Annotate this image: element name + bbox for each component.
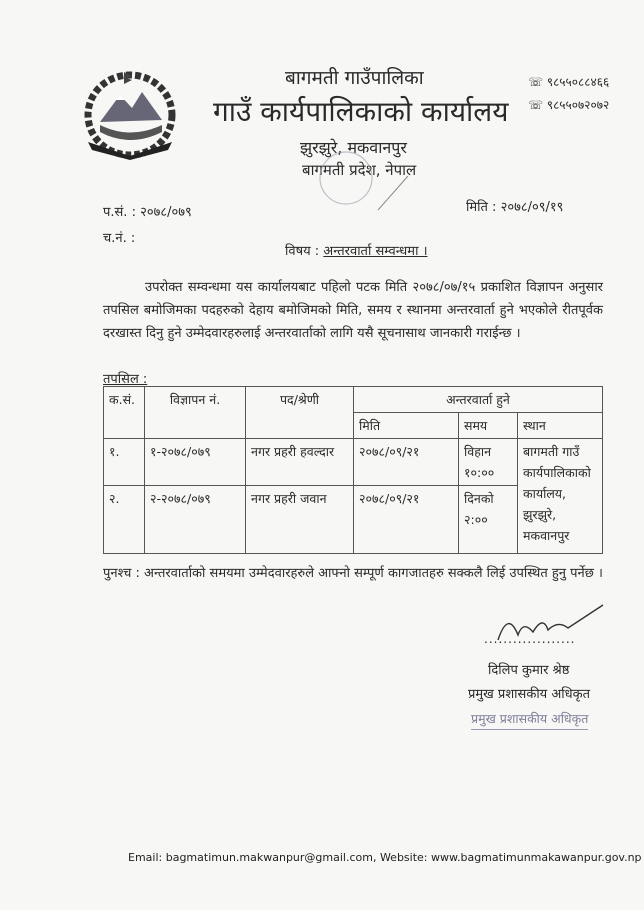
header-interview: अन्तरवार्ता हुने xyxy=(354,387,603,413)
table-row: २. २-२०७८/०७९ नगर प्रहरी जवान २०७८/०९/२१ दिनको २:०० xyxy=(104,486,603,554)
header-date: मिति xyxy=(354,413,459,439)
nepal-emblem-logo xyxy=(80,70,180,160)
telephone-icon: ☏ xyxy=(528,98,547,112)
reference-number: प.सं. : २०७८/०७९ xyxy=(103,205,192,220)
header-adv: विज्ञापन नं. xyxy=(145,387,246,439)
signature-line: ................... xyxy=(484,632,576,646)
signatory-name: दिलिप कुमार श्रेष्ठ xyxy=(488,663,570,678)
postscript-note: पुनश्च : अन्तरवार्ताको समयमा उम्मेदवारहरुले आफ्नो सम्पूर्ण कागजातहरु सक्कलै लिई उपस्थित हुनु पर्नेछ । xyxy=(103,566,603,581)
telephone-icon: ☏ xyxy=(528,75,547,89)
schedule-label: तपसिल : xyxy=(103,372,148,387)
municipality-name: बागमती गाउँपालिका xyxy=(285,67,424,89)
office-address: झुरझुरे, मकवानपुर xyxy=(300,138,407,157)
dispatch-number: च.नं. : xyxy=(103,231,136,246)
header-time: समय xyxy=(459,413,518,439)
office-province: बागमती प्रदेश, नेपाल xyxy=(302,161,417,179)
header-place: स्थान xyxy=(518,413,603,439)
phone-number-1: ☏ ९८५५०८८४६६ xyxy=(528,75,610,89)
subject: विषय : अन्तरवार्ता सम्वन्धमा । xyxy=(285,244,428,259)
subject-text: अन्तरवार्ता सम्वन्धमा । xyxy=(323,244,428,259)
designation-stamp: प्रमुख प्रशासकीय अधिकृत xyxy=(471,710,588,730)
phone-number-2: ☏ ९८५५०७२०७२ xyxy=(528,98,610,112)
footer-contact: Email: bagmatimun.makwanpur@gmail.com, Website: www.bagmatimunmakawanpur.gov.np xyxy=(128,851,642,864)
letter-date: मिति : २०७८/०९/१९ xyxy=(466,200,564,215)
header-sn: क.सं. xyxy=(104,387,145,439)
office-name: गाउँ कार्यपालिकाको कार्यालय xyxy=(213,95,509,128)
interview-schedule-table xyxy=(103,386,603,554)
interview-place: बागमती गाउँ कार्यपालिकाको कार्यालय, झुरझुरे, मकवानपुर xyxy=(518,439,603,554)
table-header-row xyxy=(104,387,603,413)
header-post: पद/श्रेणी xyxy=(246,387,354,439)
table-row: १. १-२०७८/०७९ नगर प्रहरी हवल्दार २०७८/०९/२१ विहान १०:०० बागमती गाउँ कार्यपालिकाको कार्यालय, झुरझुरे, मकवानपुर xyxy=(104,439,603,486)
body-paragraph: उपरोक्त सम्वन्धमा यस कार्यालयबाट पहिलो पटक मिति २०७८/०७/१५ प्रकाशित विज्ञापन अनुसार तपसिल बमोजिमका पदहरुको देहाय बमोजिमको मिति, समय र स्थानमा अन्तरवार्ता हुने भएकोले रीतपूर्वक दरखास्त दिनु हुने उम्मेदवारहरुलाई अन्तरवार्ताको लागि यसै सूचनासाथ जानकारी गराईन्छ । xyxy=(103,280,603,341)
office-stamp xyxy=(296,148,416,218)
signatory-title: प्रमुख प्रशासकीय अधिकृत xyxy=(468,687,591,702)
